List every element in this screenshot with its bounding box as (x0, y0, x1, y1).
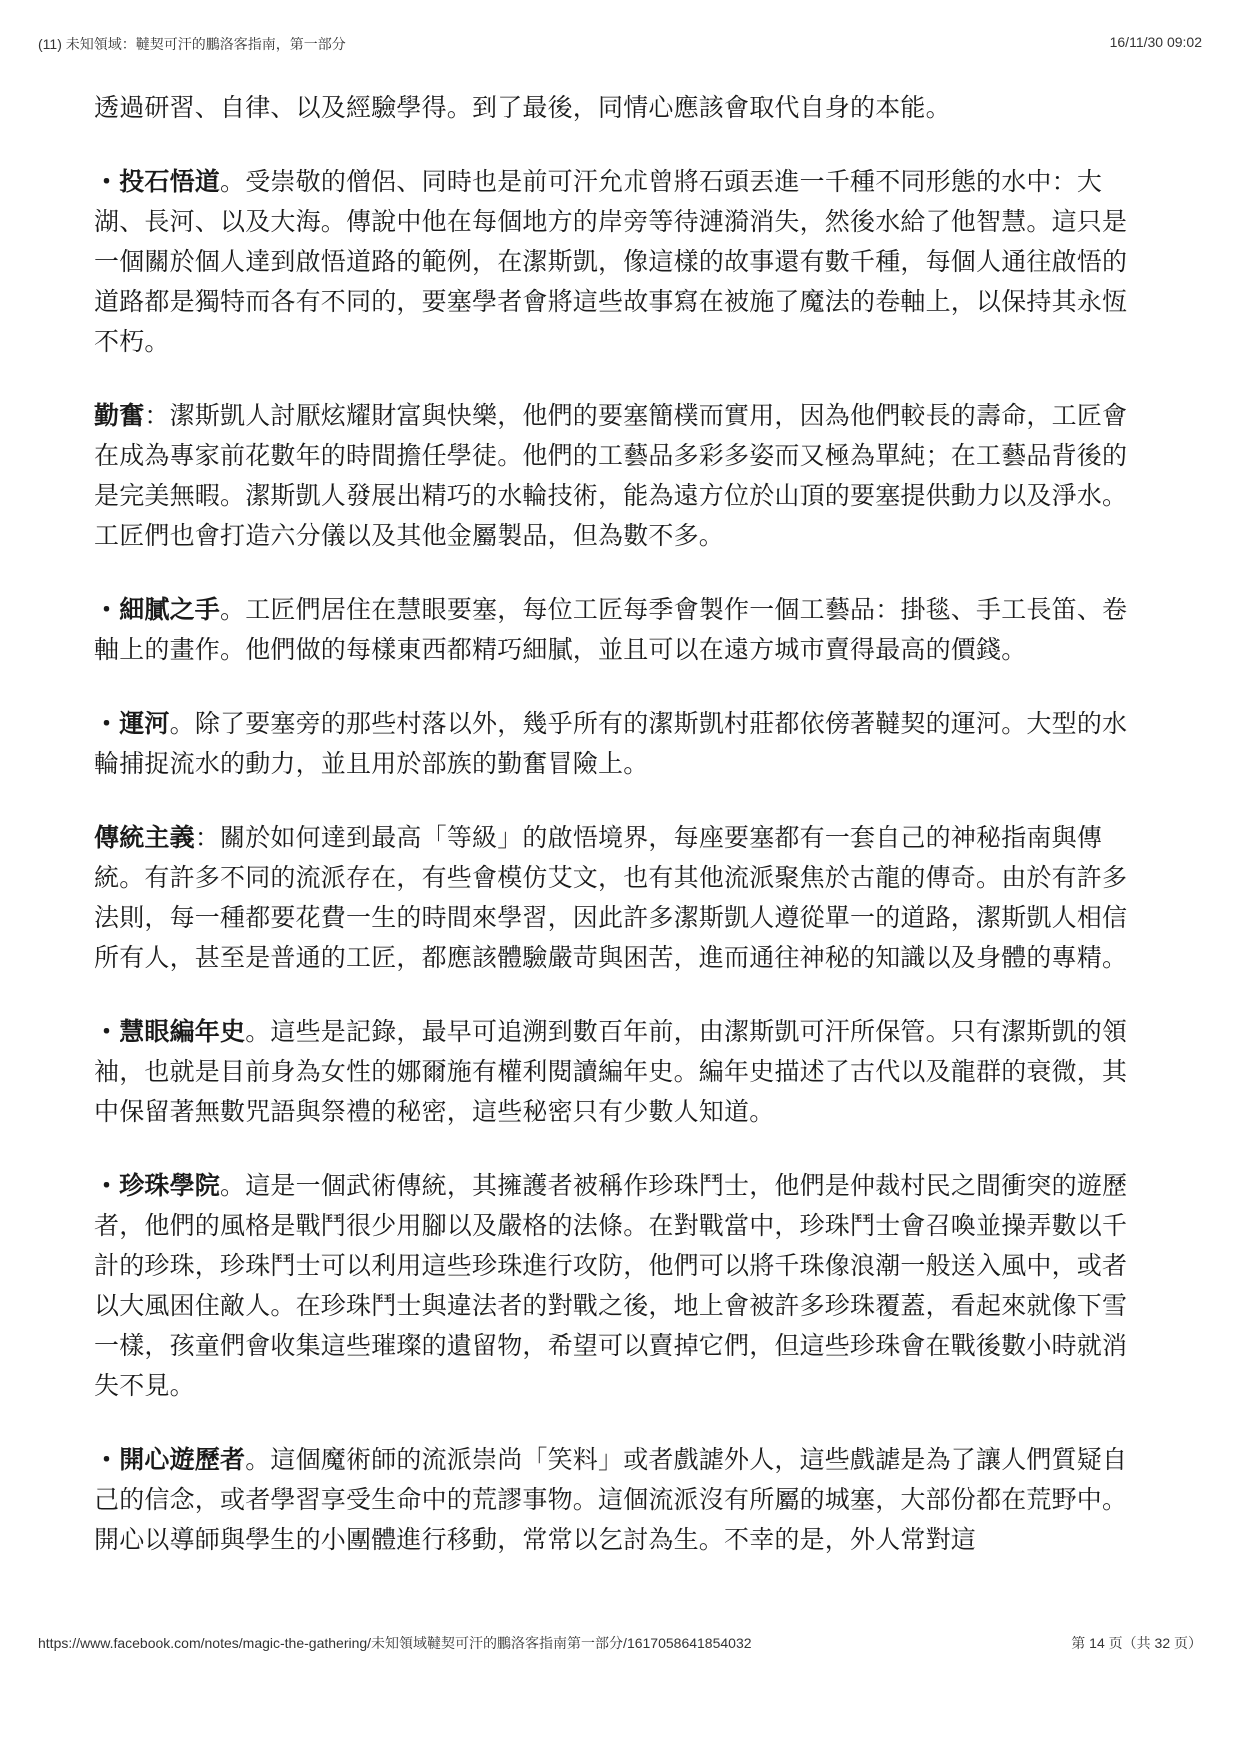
source-url: https://www.facebook.com/notes/magic-the-gathering/未知領域韃契可汗的鵬洛客指南第一部分/1617058641854032 (38, 1635, 752, 1651)
paragraph-text: 透過研習、自律、以及經驗學得。到了最後，同情心應該會取代自身的本能。 (94, 93, 951, 122)
paragraph-term: 勤奮 (94, 401, 145, 430)
paragraph-term: ・運河 (94, 709, 170, 738)
paragraph-separator: ： (194, 823, 221, 852)
paragraph-term: ・慧眼編年史 (94, 1017, 246, 1046)
page-number: 第 14 页（共 32 页） (1071, 1635, 1202, 1651)
paragraph (94, 396, 1149, 556)
paragraph-separator: 。 (220, 1171, 246, 1200)
print-header (38, 34, 1202, 54)
paragraph (94, 818, 1149, 978)
paragraph-text: 這個魔術師的流派崇尚「笑料」或者戲謔外人，這些戲謔是為了讓人們質疑自己的信念，或者學習享受生命中的荒謬事物。這個流派沒有所屬的城塞，大部份都在荒野中。開心以導師與學生的小團體進行移動，常常以乞討為生。不幸的是，外人常對這 (94, 1445, 1128, 1554)
paragraph-term: ・開心遊歷者 (94, 1445, 246, 1474)
paragraph-separator: 。 (169, 709, 195, 738)
paragraph-term: ・珍珠學院 (94, 1171, 221, 1200)
paragraph (94, 1440, 1149, 1560)
paragraph (94, 162, 1149, 362)
document-title: (11) 未知領域：韃契可汗的鵬洛客指南，第一部分 (38, 36, 346, 52)
paragraph-text: 這是一個武術傳統，其擁護者被稱作珍珠鬥士，他們是仲裁村民之間衝突的遊歷者，他們的風格是戰鬥很少用腳以及嚴格的法條。在對戰當中，珍珠鬥士會召喚並操弄數以千計的珍珠，珍珠鬥士可以利用這些珍珠進行攻防，他們可以將千珠像浪潮一般送入風中，或者以大風困住敵人。在珍珠鬥士與違法者的對戰之後，地上會被許多珍珠覆蓋，看起來就像下雪一樣，孩童們會收集這些璀璨的遺留物，希望可以賣掉它們，但這些珍珠會在戰後數小時就消失不見。 (94, 1171, 1128, 1400)
paragraph-term: 傳統主義 (94, 823, 195, 852)
paragraph-text: 潔斯凱人討厭炫耀財富與快樂，他們的要塞簡樸而實用，因為他們較長的壽命，工匠會在成為專家前花數年的時間擔任學徒。他們的工藝品多彩多姿而又極為單純；在工藝品背後的是完美無暇。潔斯凱人發展出精巧的水輪技術，能為遠方位於山頂的要塞提供動力以及淨水。工匠們也會打造六分儀以及其他金屬製品，但為數不多。 (94, 401, 1128, 550)
paragraph-text: 工匠們居住在慧眼要塞，每位工匠每季會製作一個工藝品：掛毯、手工長笛、卷軸上的畫作。他們做的每樣東西都精巧細膩，並且可以在遠方城市賣得最高的價錢。 (94, 595, 1128, 664)
paragraph (94, 590, 1149, 670)
paragraph-text: 這些是記錄，最早可追溯到數百年前，由潔斯凱可汗所保管。只有潔斯凱的領袖，也就是目前身為女性的娜爾施有權利閱讀編年史。編年史描述了古代以及龍群的衰微，其中保留著無數咒語與祭禮的秘密，這些秘密只有少數人知道。 (94, 1017, 1128, 1126)
print-datetime: 16/11/30 09:02 (1109, 34, 1202, 50)
paragraph-text: 受崇敬的僧侶、同時也是前可汗允朮曾將石頭丟進一千種不同形態的水中：大湖、長河、以及大海。傳說中他在每個地方的岸旁等待漣漪消失，然後水給了他智慧。這只是一個關於個人達到啟悟道路的範例，在潔斯凱，像這樣的故事還有數千種，每個人通往啟悟的道路都是獨特而各有不同的，要塞學者會將這些故事寫在被施了魔法的卷軸上，以保持其永恆不朽。 (94, 167, 1128, 356)
paragraph-term: ・投石悟道 (94, 167, 221, 196)
paragraph-separator: ： (144, 401, 170, 430)
paragraph (94, 1166, 1149, 1406)
paragraph (94, 704, 1149, 784)
paragraph (94, 88, 1149, 128)
paragraph-term: ・細膩之手 (94, 595, 221, 624)
paragraph-separator: 。 (245, 1017, 271, 1046)
paragraph-separator: 。 (245, 1445, 271, 1474)
paragraph (94, 1012, 1149, 1132)
print-footer (38, 1633, 1202, 1653)
paragraph-text: 除了要塞旁的那些村落以外，幾乎所有的潔斯凱村莊都依傍著韃契的運河。大型的水輪捕捉流水的動力，並且用於部族的勤奮冒險上。 (94, 709, 1128, 778)
paragraph-text: 關於如何達到最高「等級」的啟悟境界，每座要塞都有一套自己的神秘指南與傳統。有許多不同的流派存在，有些會模仿艾文，也有其他流派聚焦於古龍的傳奇。由於有許多法則，每一種都要花費一生的時間來學習，因此許多潔斯凱人遵從單一的道路，潔斯凱人相信所有人，甚至是普通的工匠，都應該體驗嚴苛與困苦，進而通往神秘的知識以及身體的專精。 (94, 823, 1128, 972)
paragraph-separator: 。 (220, 167, 246, 196)
article-body (94, 88, 1149, 1594)
paragraph-separator: 。 (220, 595, 246, 624)
